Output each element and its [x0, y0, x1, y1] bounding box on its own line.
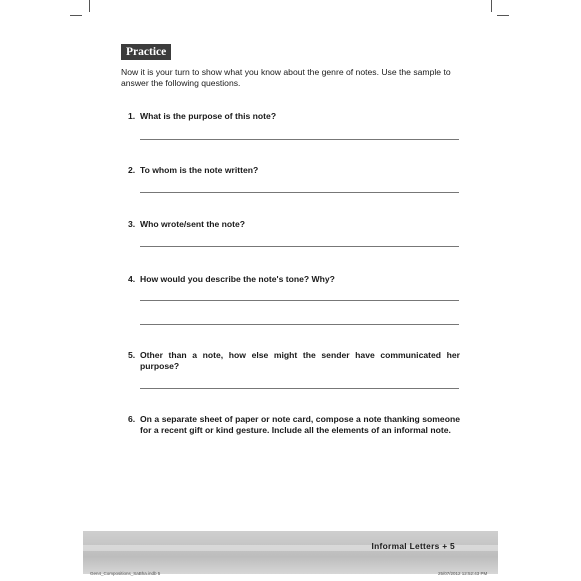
question-text: On a separate sheet of paper or note card, compose a note thanking someone for a recent gift or kind gesture. Include all the elements of an informal note. — [140, 414, 460, 435]
question-number: 1. — [128, 111, 136, 121]
question-text: How would you describe the note's tone? Why? — [140, 274, 335, 284]
question-text: What is the purpose of this note? — [140, 111, 277, 121]
question-3 — [128, 219, 460, 230]
question-number: 5. — [128, 350, 136, 360]
question-2 — [128, 165, 460, 176]
crop-mark — [89, 0, 90, 12]
slug-left: Gen4_Compositions_SaBha.indb 5 — [90, 571, 161, 576]
crop-mark — [70, 15, 82, 16]
slug-right: 25/07/2012 12:52:43 PM — [438, 571, 488, 576]
question-text: Who wrote/sent the note? — [140, 219, 246, 229]
question-text: Other than a note, how else might the sender have communicated her purpose? — [140, 350, 460, 371]
answer-line[interactable] — [140, 300, 459, 301]
intro-text: Now it is your turn to show what you know about the genre of notes. Use the sample to answer the following questions. — [121, 67, 451, 88]
question-number: 6. — [128, 414, 136, 424]
footer-band — [83, 531, 498, 574]
answer-line[interactable] — [140, 246, 459, 247]
answer-line[interactable] — [140, 139, 459, 140]
question-1 — [128, 111, 460, 122]
question-number: 3. — [128, 219, 136, 229]
footer-title: Informal Letters + 5 — [371, 541, 455, 551]
question-number: 4. — [128, 274, 136, 284]
crop-mark — [497, 15, 509, 16]
answer-line[interactable] — [140, 192, 459, 193]
question-number: 2. — [128, 165, 136, 175]
question-6 — [128, 414, 460, 436]
answer-line[interactable] — [140, 388, 459, 389]
question-4 — [128, 274, 460, 285]
question-5 — [128, 350, 460, 372]
answer-line[interactable] — [140, 324, 459, 325]
crop-mark — [491, 0, 492, 12]
question-text: To whom is the note written? — [140, 165, 259, 175]
practice-heading: Practice — [121, 44, 171, 60]
